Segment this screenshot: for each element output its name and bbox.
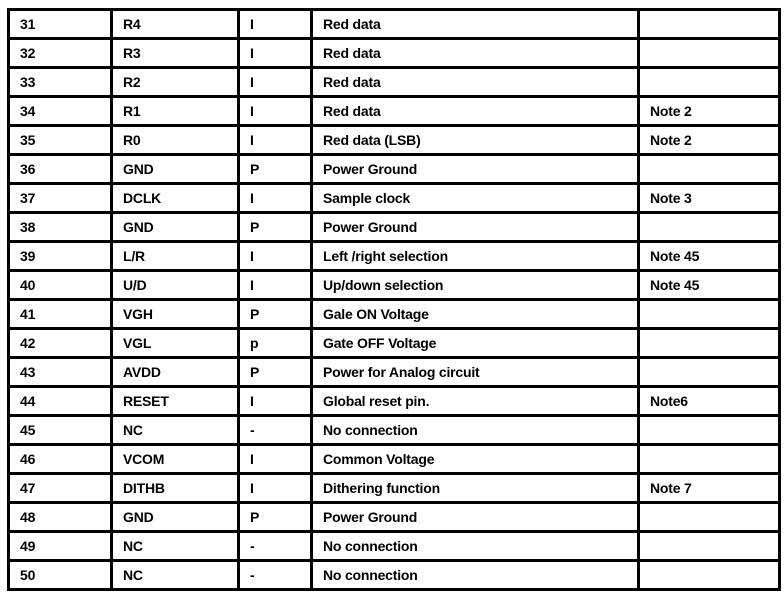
description-cell: Power for Analog circuit (312, 358, 639, 387)
description-cell: Red data (312, 10, 639, 39)
symbol-cell: NC (112, 416, 239, 445)
pin-number-cell: 32 (9, 39, 112, 68)
symbol-cell: R4 (112, 10, 239, 39)
table-row (9, 358, 780, 387)
note-cell (639, 68, 780, 97)
pin-number-cell: 31 (9, 10, 112, 39)
io-type-cell: I (239, 242, 312, 271)
note-cell (639, 39, 780, 68)
table-row (9, 68, 780, 97)
description-cell: Power Ground (312, 213, 639, 242)
table-row (9, 532, 780, 561)
note-cell: Note 7 (639, 474, 780, 503)
description-cell: Left /right selection (312, 242, 639, 271)
description-cell: Common Voltage (312, 445, 639, 474)
description-cell: Red data (312, 97, 639, 126)
table-row (9, 10, 780, 39)
io-type-cell: - (239, 532, 312, 561)
pin-number-cell: 34 (9, 97, 112, 126)
symbol-cell: R3 (112, 39, 239, 68)
symbol-cell: U/D (112, 271, 239, 300)
symbol-cell: VGL (112, 329, 239, 358)
table-row (9, 242, 780, 271)
io-type-cell: P (239, 358, 312, 387)
pin-number-cell: 46 (9, 445, 112, 474)
pin-number-cell: 44 (9, 387, 112, 416)
description-cell: Gate OFF Voltage (312, 329, 639, 358)
symbol-cell: GND (112, 155, 239, 184)
io-type-cell: p (239, 329, 312, 358)
description-cell: Gale ON Voltage (312, 300, 639, 329)
pin-number-cell: 36 (9, 155, 112, 184)
pin-number-cell: 39 (9, 242, 112, 271)
description-cell: Global reset pin. (312, 387, 639, 416)
note-cell (639, 10, 780, 39)
pin-number-cell: 47 (9, 474, 112, 503)
symbol-cell: NC (112, 561, 239, 590)
table-row (9, 155, 780, 184)
pin-table-body (9, 10, 780, 590)
io-type-cell: - (239, 416, 312, 445)
table-row (9, 300, 780, 329)
note-cell (639, 532, 780, 561)
symbol-cell: GND (112, 213, 239, 242)
table-row (9, 213, 780, 242)
description-cell: Red data (312, 39, 639, 68)
table-row (9, 561, 780, 590)
note-cell: Note 2 (639, 97, 780, 126)
io-type-cell: I (239, 271, 312, 300)
symbol-cell: DITHB (112, 474, 239, 503)
table-row (9, 271, 780, 300)
symbol-cell: VCOM (112, 445, 239, 474)
note-cell: Note 2 (639, 126, 780, 155)
table-row (9, 97, 780, 126)
io-type-cell: I (239, 474, 312, 503)
description-cell: Red data (LSB) (312, 126, 639, 155)
note-cell (639, 358, 780, 387)
table-row (9, 474, 780, 503)
note-cell (639, 416, 780, 445)
io-type-cell: I (239, 387, 312, 416)
symbol-cell: L/R (112, 242, 239, 271)
description-cell: Sample clock (312, 184, 639, 213)
note-cell (639, 329, 780, 358)
io-type-cell: P (239, 300, 312, 329)
table-row (9, 39, 780, 68)
symbol-cell: RESET (112, 387, 239, 416)
pin-number-cell: 45 (9, 416, 112, 445)
symbol-cell: GND (112, 503, 239, 532)
io-type-cell: I (239, 97, 312, 126)
io-type-cell: I (239, 445, 312, 474)
pin-number-cell: 33 (9, 68, 112, 97)
note-cell: Note6 (639, 387, 780, 416)
note-cell: Note 45 (639, 242, 780, 271)
symbol-cell: R2 (112, 68, 239, 97)
table-row (9, 445, 780, 474)
description-cell: No connection (312, 532, 639, 561)
description-cell: Dithering function (312, 474, 639, 503)
note-cell (639, 503, 780, 532)
note-cell: Note 45 (639, 271, 780, 300)
pin-number-cell: 40 (9, 271, 112, 300)
pin-number-cell: 43 (9, 358, 112, 387)
table-row (9, 329, 780, 358)
description-cell: Power Ground (312, 155, 639, 184)
pin-number-cell: 35 (9, 126, 112, 155)
description-cell: No connection (312, 416, 639, 445)
description-cell: No connection (312, 561, 639, 590)
symbol-cell: VGH (112, 300, 239, 329)
description-cell: Red data (312, 68, 639, 97)
pin-number-cell: 41 (9, 300, 112, 329)
description-cell: Up/down selection (312, 271, 639, 300)
note-cell: Note 3 (639, 184, 780, 213)
table-row (9, 503, 780, 532)
io-type-cell: - (239, 561, 312, 590)
io-type-cell: P (239, 155, 312, 184)
io-type-cell: I (239, 68, 312, 97)
io-type-cell: P (239, 213, 312, 242)
note-cell (639, 561, 780, 590)
table-row (9, 387, 780, 416)
symbol-cell: DCLK (112, 184, 239, 213)
io-type-cell: I (239, 10, 312, 39)
io-type-cell: I (239, 184, 312, 213)
note-cell (639, 155, 780, 184)
pin-number-cell: 50 (9, 561, 112, 590)
table-row (9, 184, 780, 213)
io-type-cell: I (239, 39, 312, 68)
note-cell (639, 213, 780, 242)
symbol-cell: R1 (112, 97, 239, 126)
pin-number-cell: 38 (9, 213, 112, 242)
table-row (9, 126, 780, 155)
symbol-cell: AVDD (112, 358, 239, 387)
symbol-cell: R0 (112, 126, 239, 155)
pin-number-cell: 48 (9, 503, 112, 532)
io-type-cell: P (239, 503, 312, 532)
pin-number-cell: 42 (9, 329, 112, 358)
symbol-cell: NC (112, 532, 239, 561)
description-cell: Power Ground (312, 503, 639, 532)
pin-description-table (7, 8, 781, 591)
note-cell (639, 300, 780, 329)
pin-number-cell: 49 (9, 532, 112, 561)
pin-number-cell: 37 (9, 184, 112, 213)
note-cell (639, 445, 780, 474)
io-type-cell: I (239, 126, 312, 155)
table-row (9, 416, 780, 445)
